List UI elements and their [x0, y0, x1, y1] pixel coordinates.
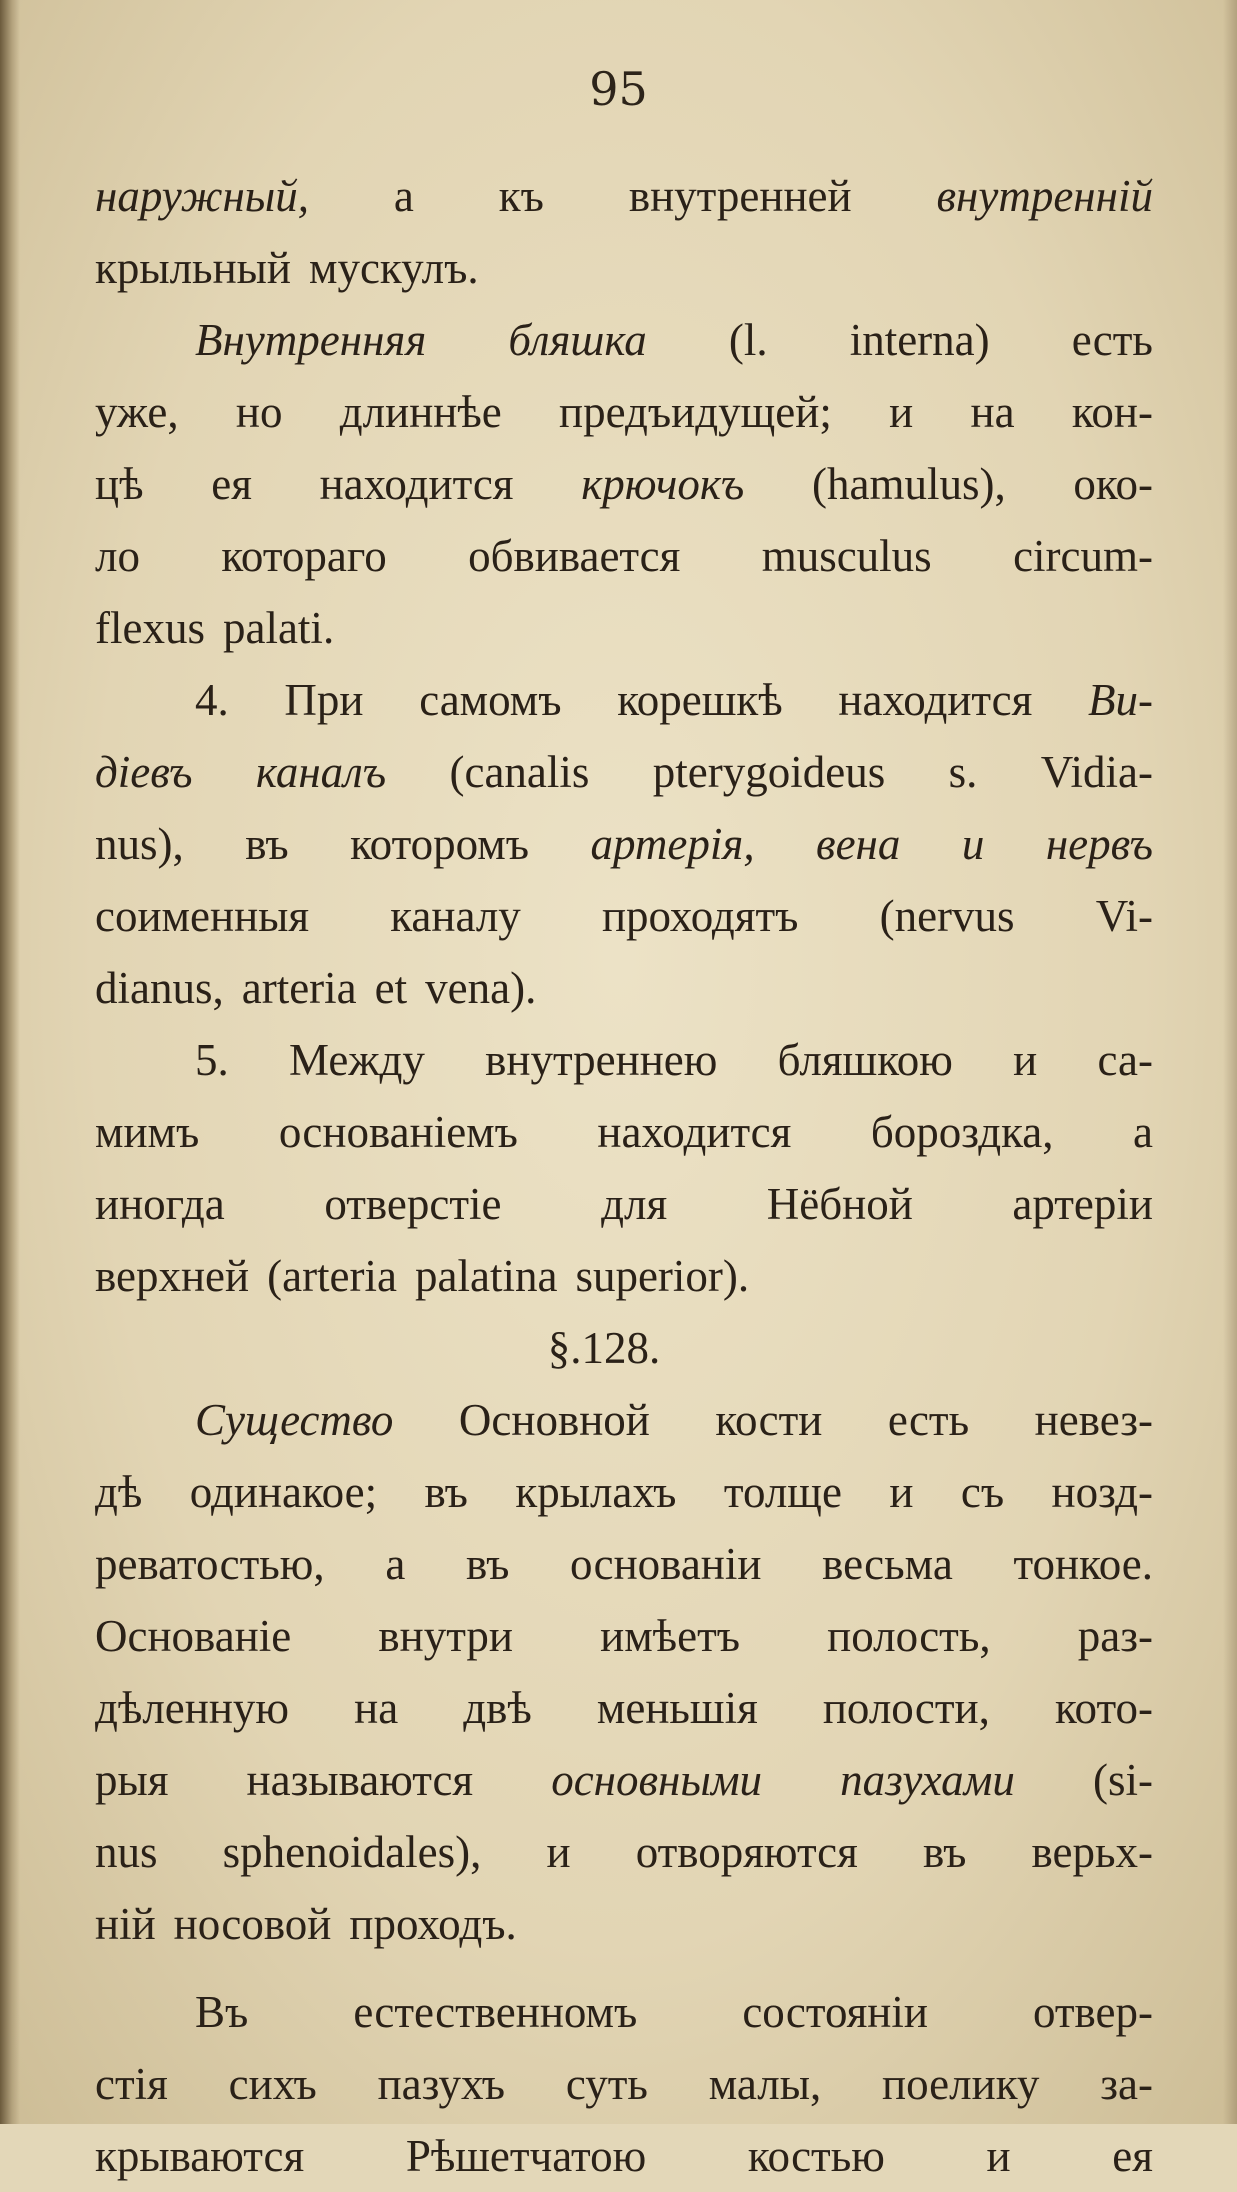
word: мускулъ.: [308, 243, 479, 293]
word: interna): [849, 315, 990, 365]
word: бляшка: [508, 315, 647, 365]
word: внутри: [378, 1611, 513, 1661]
word: vena).: [425, 963, 537, 1013]
word: полость,: [827, 1611, 991, 1661]
word: къ: [498, 171, 544, 221]
word: и: [986, 2131, 1011, 2181]
text-line: [95, 1976, 1153, 2048]
word: palati.: [222, 603, 335, 653]
text-body: [95, 160, 1153, 2192]
page-number: 95: [589, 62, 648, 116]
word: вена: [816, 819, 901, 869]
word: стія: [95, 2059, 168, 2109]
text-line: [95, 1096, 1153, 1168]
word: musculus: [761, 531, 932, 581]
word: superior).: [575, 1251, 750, 1301]
word: 5.: [195, 1035, 229, 1085]
word: Основаніе: [95, 1611, 292, 1661]
word: состояніи: [742, 1987, 928, 2037]
word: называются: [246, 1755, 474, 1805]
word: Внутренняя: [195, 315, 427, 365]
word: каналъ: [255, 747, 387, 797]
word: мимъ: [95, 1107, 200, 1157]
word: двѣ: [463, 1683, 532, 1733]
word: отверстіе: [324, 1179, 502, 1229]
word: и: [961, 819, 985, 869]
word: (hamulus),: [811, 459, 1006, 509]
word: пазухъ: [377, 2059, 506, 2109]
word: а: [393, 171, 414, 221]
word: проходъ.: [349, 1899, 517, 1949]
word: (nervus: [879, 891, 1015, 941]
word: на: [970, 387, 1015, 437]
text-line: [95, 520, 1153, 592]
word: меньшія: [596, 1683, 758, 1733]
word: palatina: [415, 1251, 558, 1301]
word: ея: [211, 459, 252, 509]
word: одинакое;: [189, 1467, 378, 1517]
word: et: [374, 963, 408, 1013]
word: и: [1013, 1035, 1038, 1085]
word: а: [1133, 1107, 1153, 1157]
word: соименныя: [95, 891, 310, 941]
word: раз-: [1077, 1611, 1153, 1661]
word: а: [385, 1539, 406, 1589]
word: но: [235, 387, 283, 437]
word: каналу: [390, 891, 521, 941]
word: основаніемъ: [278, 1107, 518, 1157]
text-line: [95, 808, 1153, 880]
text-line: [95, 1672, 1153, 1744]
text-line: [95, 2120, 1153, 2192]
word: уже,: [95, 387, 179, 437]
word: обвивается: [468, 531, 681, 581]
word: крываются: [95, 2131, 305, 2181]
word: въ: [424, 1467, 468, 1517]
text-line: [95, 1816, 1153, 1888]
word: внутренній: [936, 171, 1153, 221]
word: реватостью,: [95, 1539, 325, 1589]
text-line: [95, 160, 1153, 232]
word: цѣ: [95, 459, 144, 509]
word: которомъ: [350, 819, 530, 869]
word: малы,: [708, 2059, 822, 2109]
word: самомъ: [419, 675, 562, 725]
word: Нёбной: [766, 1179, 913, 1229]
word: arteria: [241, 963, 357, 1013]
word: flexus: [95, 603, 205, 653]
word: крылахъ: [515, 1467, 677, 1517]
text-line: [95, 952, 1153, 1024]
word: діевъ: [95, 747, 193, 797]
text-line: [95, 664, 1153, 736]
word: имѣетъ: [600, 1611, 741, 1661]
word: съ: [960, 1467, 1005, 1517]
word: есть: [887, 1395, 970, 1445]
text-line: [95, 880, 1153, 952]
word: иногда: [95, 1179, 225, 1229]
word: артеріи: [1012, 1179, 1153, 1229]
text-line: [95, 1888, 1153, 1960]
word: отвер-: [1032, 1987, 1153, 2037]
word: ея: [1112, 2131, 1153, 2181]
word: находится: [319, 459, 514, 509]
word: nus: [95, 1827, 158, 1877]
word: 128.: [581, 1323, 661, 1373]
word: s.: [948, 747, 978, 797]
word: и: [546, 1827, 571, 1877]
word: на: [354, 1683, 399, 1733]
word: находится: [838, 675, 1033, 725]
word: nus),: [95, 819, 184, 869]
word: костью: [747, 2131, 885, 2181]
word: Vi-: [1095, 891, 1153, 941]
text-line: [95, 592, 1153, 664]
word: sphenoidales),: [222, 1827, 482, 1877]
word: котораго: [221, 531, 387, 581]
text-line: [95, 448, 1153, 520]
word: При: [284, 675, 364, 725]
word: сихъ: [228, 2059, 317, 2109]
text-line: [95, 1528, 1153, 1600]
word: ній: [95, 1899, 156, 1949]
word: Основной: [458, 1395, 650, 1445]
word: наружный,: [95, 171, 309, 221]
word: естественномъ: [353, 1987, 638, 2037]
word: верхней: [95, 1251, 250, 1301]
text-line: [95, 232, 1153, 304]
word: пазухами: [840, 1755, 1015, 1805]
word: отворяются: [635, 1827, 858, 1877]
word: (l.: [728, 315, 768, 365]
word: са-: [1097, 1035, 1153, 1085]
word: тонкое.: [1013, 1539, 1153, 1589]
text-line: [95, 1600, 1153, 1672]
word: Въ: [195, 1987, 249, 2037]
word: бляшкою: [777, 1035, 953, 1085]
word: для: [601, 1179, 668, 1229]
word: дѣленную: [95, 1683, 290, 1733]
word: весьма: [822, 1539, 953, 1589]
word: толще: [723, 1467, 842, 1517]
word: артерія,: [590, 819, 755, 869]
word: проходятъ: [601, 891, 799, 941]
word: Рѣшетчатою: [405, 2131, 647, 2181]
word: въ: [245, 819, 289, 869]
word: носовой: [173, 1899, 332, 1949]
text-line: [95, 1312, 1153, 1384]
word: pterygoideus: [652, 747, 886, 797]
word: 4.: [195, 675, 229, 725]
word: рыя: [95, 1755, 169, 1805]
word: кон-: [1071, 387, 1153, 437]
page-spine-shadow: [0, 0, 20, 2124]
word: dianus,: [95, 963, 224, 1013]
word: основными: [551, 1755, 763, 1805]
word: корешкѣ: [617, 675, 783, 725]
text-line: [95, 376, 1153, 448]
text-line: [95, 1240, 1153, 1312]
word: кости: [715, 1395, 823, 1445]
word: въ: [465, 1539, 510, 1589]
word: (si-: [1092, 1755, 1153, 1805]
page-edge-shadow: [1223, 0, 1237, 2124]
word: и: [889, 1467, 914, 1517]
word: и: [889, 387, 914, 437]
word: въ: [922, 1827, 967, 1877]
text-line: [95, 1024, 1153, 1096]
word: невез-: [1034, 1395, 1153, 1445]
word: крючокъ: [581, 459, 745, 509]
word: Vidia-: [1040, 747, 1153, 797]
word: предъидущей;: [559, 387, 832, 437]
word: ло: [95, 531, 140, 581]
word: находится: [597, 1107, 792, 1157]
word: дѣ: [95, 1467, 143, 1517]
word: полости,: [822, 1683, 990, 1733]
word: есть: [1071, 315, 1153, 365]
word: (canalis: [449, 747, 590, 797]
text-line: [95, 1384, 1153, 1456]
word: крыльный: [95, 243, 291, 293]
word: суть: [565, 2059, 648, 2109]
word: кото-: [1054, 1683, 1153, 1733]
text-line: [95, 1168, 1153, 1240]
word: око-: [1073, 459, 1153, 509]
word: верьх-: [1031, 1827, 1153, 1877]
word: бороздка,: [870, 1107, 1054, 1157]
word: нервъ: [1045, 819, 1153, 869]
text-line: [95, 304, 1153, 376]
word: (arteria: [267, 1251, 397, 1301]
word: Ви-: [1088, 675, 1153, 725]
word: §.: [547, 1323, 582, 1373]
text-line: [95, 1744, 1153, 1816]
word: длиннѣе: [339, 387, 502, 437]
text-line: [95, 1456, 1153, 1528]
word: поелику: [882, 2059, 1040, 2109]
word: Существо: [195, 1395, 394, 1445]
word: Между: [288, 1035, 425, 1085]
word: нозд-: [1051, 1467, 1153, 1517]
word: внутренней: [628, 171, 852, 221]
text-line: [95, 736, 1153, 808]
word: за-: [1100, 2059, 1153, 2109]
word: основаніи: [569, 1539, 762, 1589]
word: circum-: [1013, 531, 1153, 581]
word: внутреннею: [485, 1035, 718, 1085]
text-line: [95, 2048, 1153, 2120]
